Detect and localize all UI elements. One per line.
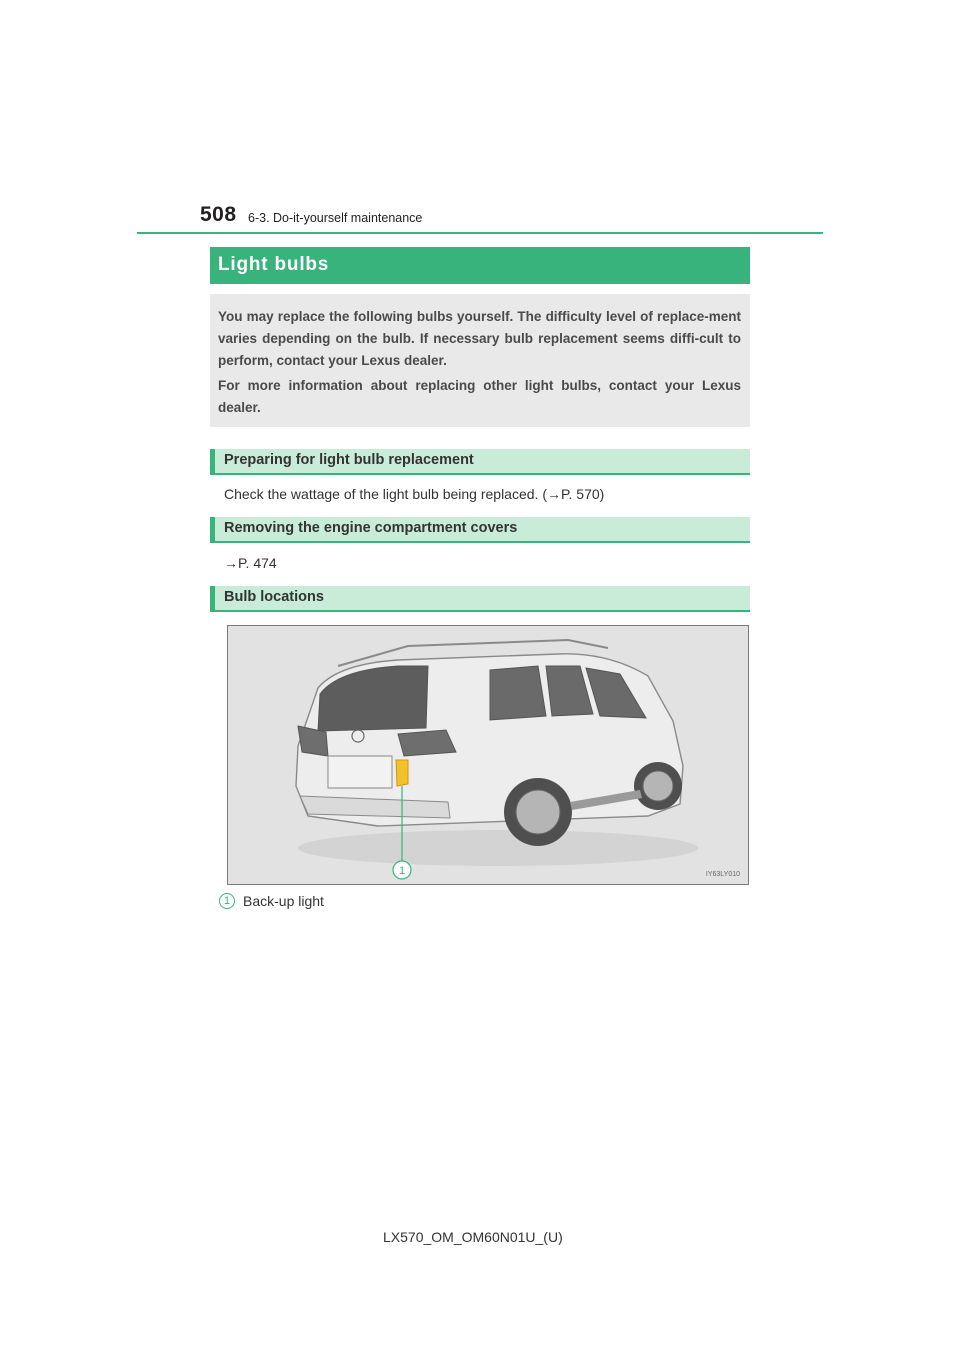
- removing-reference-link[interactable]: →P. 474: [224, 555, 277, 571]
- title-bar: [210, 247, 750, 284]
- intro-box: [210, 294, 750, 427]
- page-title: Light bulbs: [218, 254, 330, 275]
- subheading-locations: [210, 586, 750, 612]
- subheading-removing-text: Removing the engine compartment covers: [224, 520, 518, 536]
- preparing-text: Check the wattage of the light bulb being replaced. (→P. 570): [224, 486, 605, 502]
- vehicle-figure: [227, 625, 749, 885]
- subheading-removing: [210, 517, 750, 543]
- subheading-preparing: [210, 449, 750, 475]
- subheading-locations-text: Bulb locations: [224, 589, 324, 605]
- intro-paragraph-1: You may replace the following bulbs yourself. The difficulty level of replace-ment varies depending on the bulb. If necessary bulb replacement seems diffi-cult to perform, contact your Lexus dealer.: [218, 309, 741, 368]
- section-label: 6-3. Do-it-yourself maintenance: [248, 211, 423, 225]
- figure-callout-1: 1: [398, 865, 406, 877]
- intro-paragraph-2: For more information about replacing other light bulbs, contact your Lexus dealer.: [218, 378, 741, 415]
- vehicle-illustration: [228, 626, 748, 884]
- header-rule: [137, 232, 823, 234]
- footer-code: LX570_OM_OM60N01U_(U): [383, 1229, 563, 1245]
- figure-code: IY63LY010: [705, 871, 740, 878]
- page-number: 508: [200, 203, 237, 226]
- legend-number-1: 1: [219, 893, 235, 909]
- subheading-preparing-text: Preparing for light bulb replacement: [224, 452, 474, 468]
- legend-label-backup-light: Back-up light: [243, 893, 324, 909]
